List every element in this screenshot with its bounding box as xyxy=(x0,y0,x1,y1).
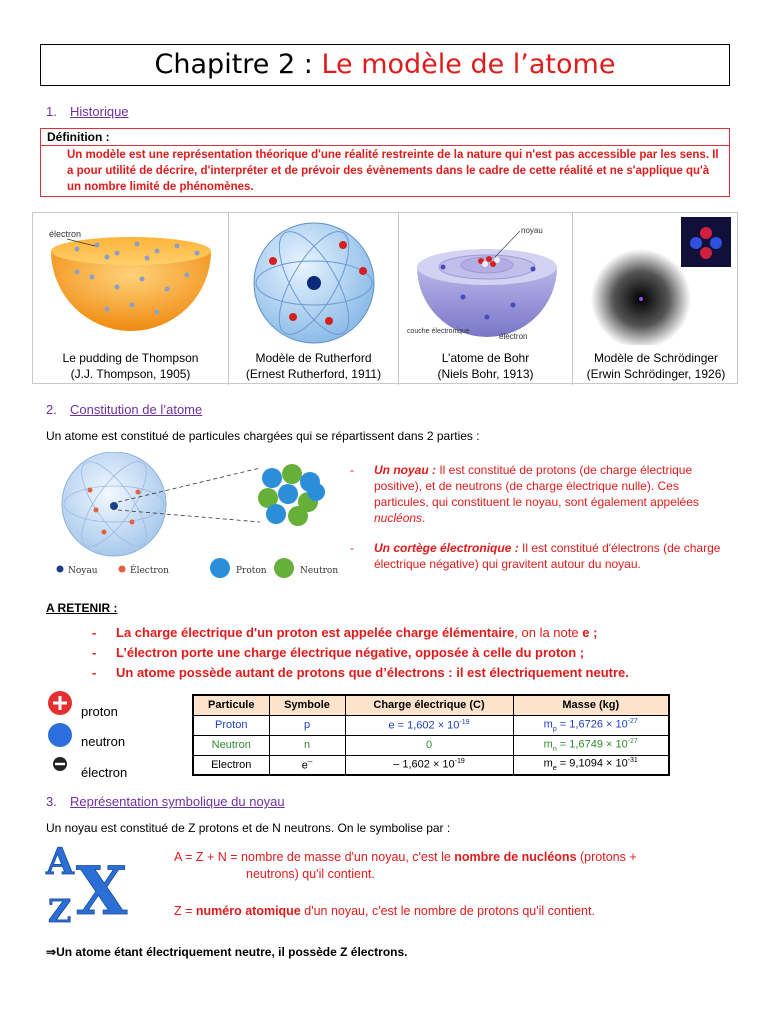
retenir-item: - L’électron porte une charge électrique négative, opposée à celle du proton ; xyxy=(92,645,585,660)
bohr-atom-image xyxy=(403,217,568,345)
atom-illustration xyxy=(46,452,346,582)
definition-A: A = Z + N = nombre de masse d'un noyau, c'est le nombre de nucléons (protons + xyxy=(174,850,637,864)
title-prefix: Chapitre 2 : xyxy=(154,49,322,80)
legend-neutron: neutron xyxy=(81,734,126,749)
section-2-intro: Un atome est constitué de particules chargées qui se répartissent dans 2 parties : xyxy=(46,429,480,443)
page-title xyxy=(40,44,730,86)
model-rutherford xyxy=(229,213,399,385)
svg-text:Proton: Proton xyxy=(236,566,267,576)
legend-electron: électron xyxy=(81,765,128,780)
arrow-icon: ⇒ xyxy=(46,945,57,959)
definition-A-cont: neutrons) qu'il contient. xyxy=(246,867,375,881)
retenir-item: - Un atome possède autant de protons que d’électrons : il est électriquement neutre. xyxy=(92,665,629,680)
svg-text:A: A xyxy=(46,841,74,883)
definition-box xyxy=(40,128,730,197)
model-caption: Le pudding de Thompson (J.J. Thompson, 1905) xyxy=(62,351,199,381)
definition-label: Définition : xyxy=(41,129,729,146)
conclusion: ⇒Un atome étant électriquement neutre, il possède Z électrons. xyxy=(46,945,408,959)
table-row: Neutron n 0 $m_n = 1,6749 \times 10^{-27}$ xyxy=(193,735,669,755)
svg-text:X: X xyxy=(76,852,128,928)
svg-text:Z: Z xyxy=(48,892,72,928)
model-caption: Modèle de Rutherford (Ernest Rutherford, 1911) xyxy=(245,351,382,381)
svg-text:électron: électron xyxy=(49,229,82,239)
thompson-pudding-image xyxy=(37,217,224,345)
svg-text:Électron: Électron xyxy=(130,566,169,576)
svg-text:noyau: noyau xyxy=(521,226,543,235)
noyau-bullet: - Un noyau : Il est constitué de protons (de charge électrique positive), et de neutrons (de charge électrique nulle). Ces particules, qui constituent le noyau, sont également appelées nucléons. xyxy=(350,463,699,525)
retenir-title: A RETENIR : xyxy=(46,601,118,615)
section-3-heading: 3. Représentation symbolique du noyau xyxy=(46,794,285,809)
particle-legend xyxy=(46,690,186,782)
svg-text:électron: électron xyxy=(499,332,528,341)
model-schrodinger xyxy=(573,213,739,385)
model-caption: L’atome de Bohr (Niels Bohr, 1913) xyxy=(437,351,534,381)
definition-Z: Z = numéro atomique d'un noyau, c'est le nombre de protons qu'il contient. xyxy=(174,904,595,918)
particle-table xyxy=(192,694,670,776)
rutherford-atom-image xyxy=(233,217,394,345)
svg-text:Noyau: Noyau xyxy=(68,566,98,576)
model-thompson xyxy=(33,213,229,385)
section-3-intro: Un noyau est constitué de Z protons et de N neutrons. On le symbolise par : xyxy=(46,821,451,835)
retenir-item: - La charge électrique d'un proton est appelée charge élémentaire, on la note e ; xyxy=(92,625,598,640)
nucleus-symbol xyxy=(44,840,154,928)
model-caption: Modèle de Schrödinger (Erwin Schrödinger, 1926) xyxy=(586,351,726,381)
title-main: Le modèle de l’atome xyxy=(321,49,616,80)
table-header-row: Particule Symbole Charge électrique (C) Masse (kg) xyxy=(193,695,669,715)
schrodinger-cloud-image xyxy=(577,217,735,345)
section-2-heading: 2. Constitution de l’atome xyxy=(46,402,203,417)
section-1-heading: 1. Historique xyxy=(46,104,129,119)
legend-proton: proton xyxy=(81,704,118,719)
table-row: Electron e– – $1,602 \times 10^{-19}$ $m_e = 9,1094 \times 10^{-31}$ xyxy=(193,755,669,775)
atom-models-table xyxy=(32,212,738,384)
retenir-list xyxy=(92,623,732,683)
svg-text:Neutron: Neutron xyxy=(300,566,339,576)
model-bohr xyxy=(399,213,573,385)
svg-text:couche électronique: couche électronique xyxy=(407,328,470,335)
table-row: Proton p $e = 1,602 \times 10^{-19}$ $m_p = 1,6726 \times 10^{-27}$ xyxy=(193,715,669,735)
definition-text: Un modèle est une représentation théorique d'une réalité restreinte de la nature qui n'est pas accessible par les sens. Il a pour utilité de décrire, d'interpréter et de prévoir des évènements dans le cadre de cette réalité et ne s'applique qu'à un nombre limité de phénomènes. xyxy=(67,149,719,193)
cortege-bullet: - Un cortège électronique : Il est constitué d'électrons (de charge électrique négative) qui gravitent autour du noyau. xyxy=(350,541,721,571)
